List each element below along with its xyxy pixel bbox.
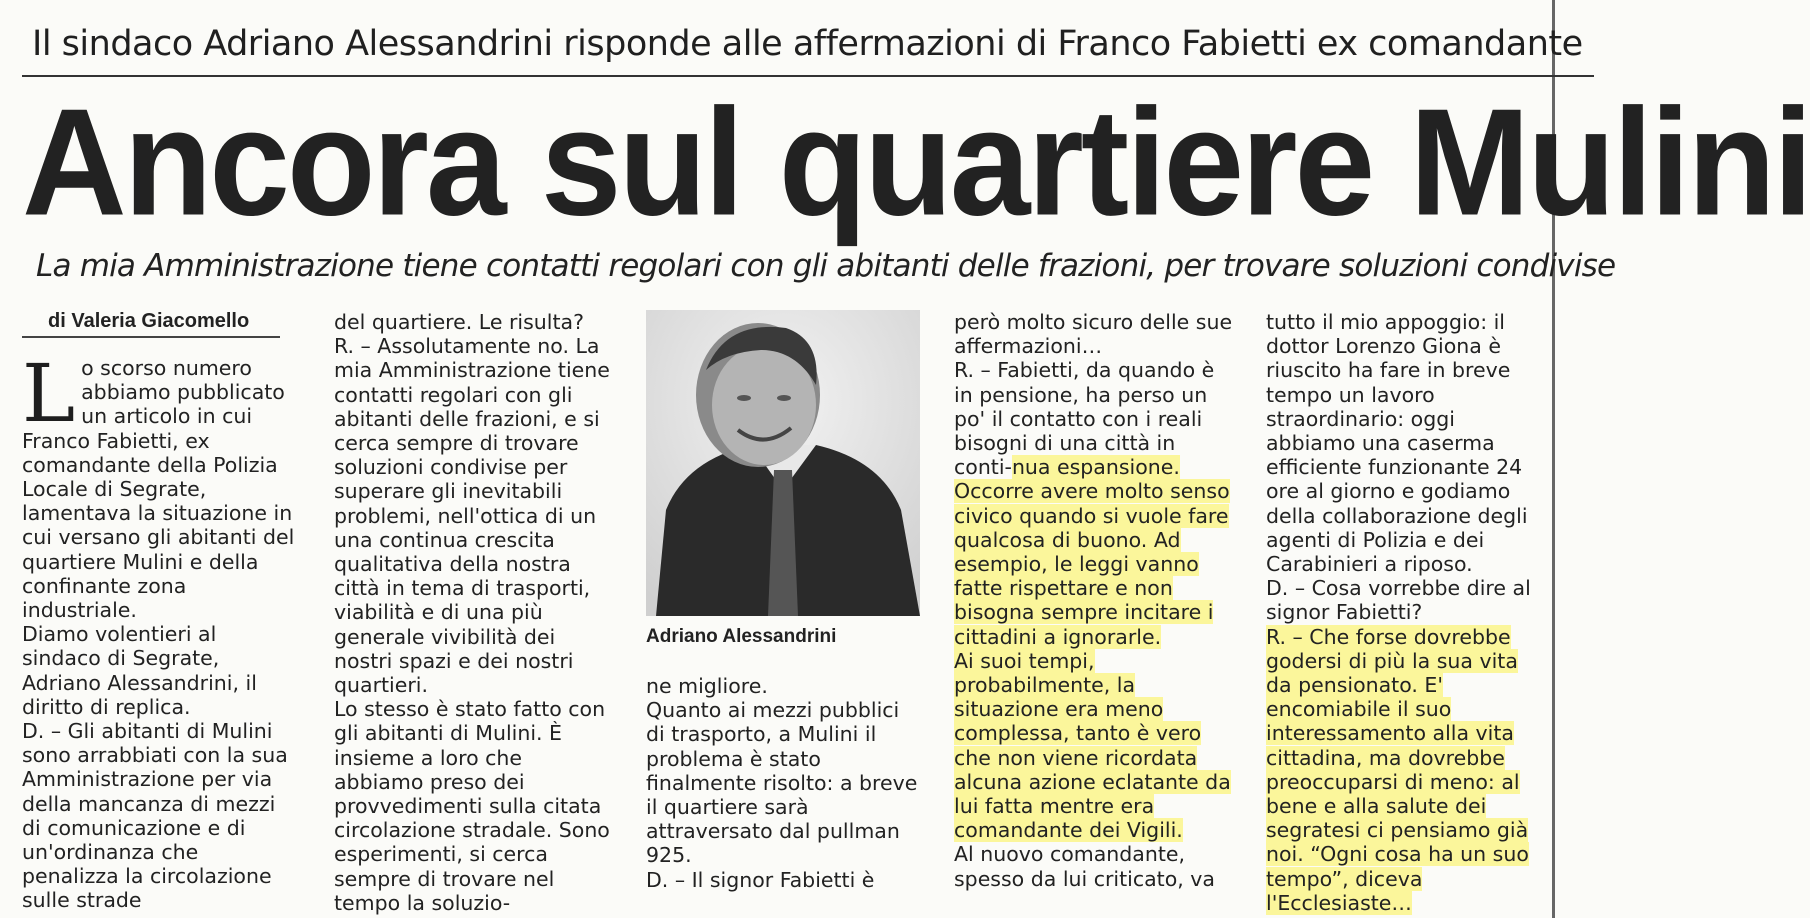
paragraph: o scorso numero abbiamo pubblicato un articolo in cui Franco Fabietti, ex comandante della Polizia Locale di Segrate, lamentava la situazione in cui versano gli abitanti del quartiere Mulini e della confinante zona industriale. (22, 356, 295, 623)
paragraph (1266, 625, 1548, 915)
paragraph: ne migliore. (646, 674, 768, 698)
photo-caption: Adriano Alessandrini (646, 626, 837, 647)
article-column-4 (954, 310, 1236, 891)
paragraph (954, 358, 1236, 648)
paragraph: D. – Gli abitanti di Mulini sono arrabbiati con la sua Amministrazione per via della mancanza di mezzi di comunicazione e di un'ordinanza che penalizza la circolazione sulle strade (22, 719, 288, 913)
paragraph: del quartiere. Le risulta? (334, 310, 584, 334)
article-column-2 (334, 310, 612, 915)
article-column-5 (1266, 310, 1548, 915)
headline: Ancora sul quartiere Mulini (22, 76, 1810, 248)
paragraph: però molto sicuro delle sue affermazioni… (954, 310, 1233, 359)
drop-cap: L (22, 347, 76, 440)
paragraph: tutto il mio appoggio: il dottor Lorenzo Giona è riuscito ha fare in breve tempo un lavoro straordinario: oggi abbiamo una caserma efficiente funzionante 24 ore al giorno e godiamo della collaborazione degli agenti di Polizia e dei Carabinieri a riposo. (1266, 310, 1528, 577)
paragraph: R. – Assolutamente no. La mia Amministrazione tiene contatti regolari con gli abitanti delle frazioni, e si cerca sempre di trovare soluzioni condivise per superare gli inevitabili problemi, nell'ottica di un una continua crescita qualitativa della nostra città in tema di trasporti, viabilità e di una più generale vivibilità dei nostri spazi e dei nostri quartieri. (334, 334, 610, 698)
highlighted-text: R. – Che forse dovrebbe godersi di più la sua vita da pensionato. E' encomiabile il suo interessamento alla vita cittadina, ma dovrebbe preoccuparsi di meno: al bene e alla salute dei segratesi ci pensiamo già noi. “Ogni cosa ha un suo tempo”, diceva l'Ecclesiaste… (1266, 624, 1529, 915)
paragraph (954, 649, 1236, 843)
article-column-3 (646, 674, 922, 892)
highlighted-text: nua espansione. Occorre avere molto senso civico quando si vuole fare qualcosa di buono. Ad esempio, le leggi vanno fatte rispettare e non bisogna sempre incitare i cittadini a ignorarle. (954, 455, 1230, 649)
kicker: Il sindaco Adriano Alessandrini risponde alle affermazioni di Franco Fabietti ex comandante (32, 24, 1583, 64)
paragraph: D. – Il signor Fabietti è (646, 867, 875, 892)
paragraph-text: R. – Fabietti, da quando è in pensione, ha perso un po' il contatto con i reali bisogni di una città in conti- (954, 358, 1215, 480)
portrait-image (646, 310, 920, 616)
subheadline: La mia Amministrazione tiene contatti regolari con gli abitanti delle frazioni, per trovare soluzioni condivise (36, 248, 1616, 284)
byline-rule (22, 336, 280, 338)
portrait-photo (646, 310, 920, 616)
highlighted-text: Ai suoi tempi, probabilmente, la situazione era meno complessa, tanto è vero che non viene ricordata alcuna azione eclatante da lui fatta mentre era comandante dei Vigili. (954, 648, 1231, 843)
article-column-1 (22, 347, 300, 913)
paragraph: Diamo volentieri al sindaco di Segrate, Adriano Alessandrini, il diritto di replica. (22, 622, 257, 719)
paragraph: Lo stesso è stato fatto con gli abitanti di Mulini. È insieme a loro che abbiamo preso dei provvedimenti sulla citata circolazione stradale. Sono esperimenti, si cerca sempre di trovare nel tempo la soluzio- (334, 697, 610, 915)
byline: di Valeria Giacomello (48, 310, 250, 332)
paragraph: D. – Cosa vorrebbe dire al signor Fabietti? (1266, 576, 1531, 625)
paragraph: Quanto ai mezzi pubblici di trasporto, a Mulini il problema è stato finalmente risolto: a breve il quartiere sarà attraversato dal pullman 925. (646, 698, 918, 868)
paragraph: Al nuovo comandante, spesso da lui criticato, va (954, 842, 1215, 891)
